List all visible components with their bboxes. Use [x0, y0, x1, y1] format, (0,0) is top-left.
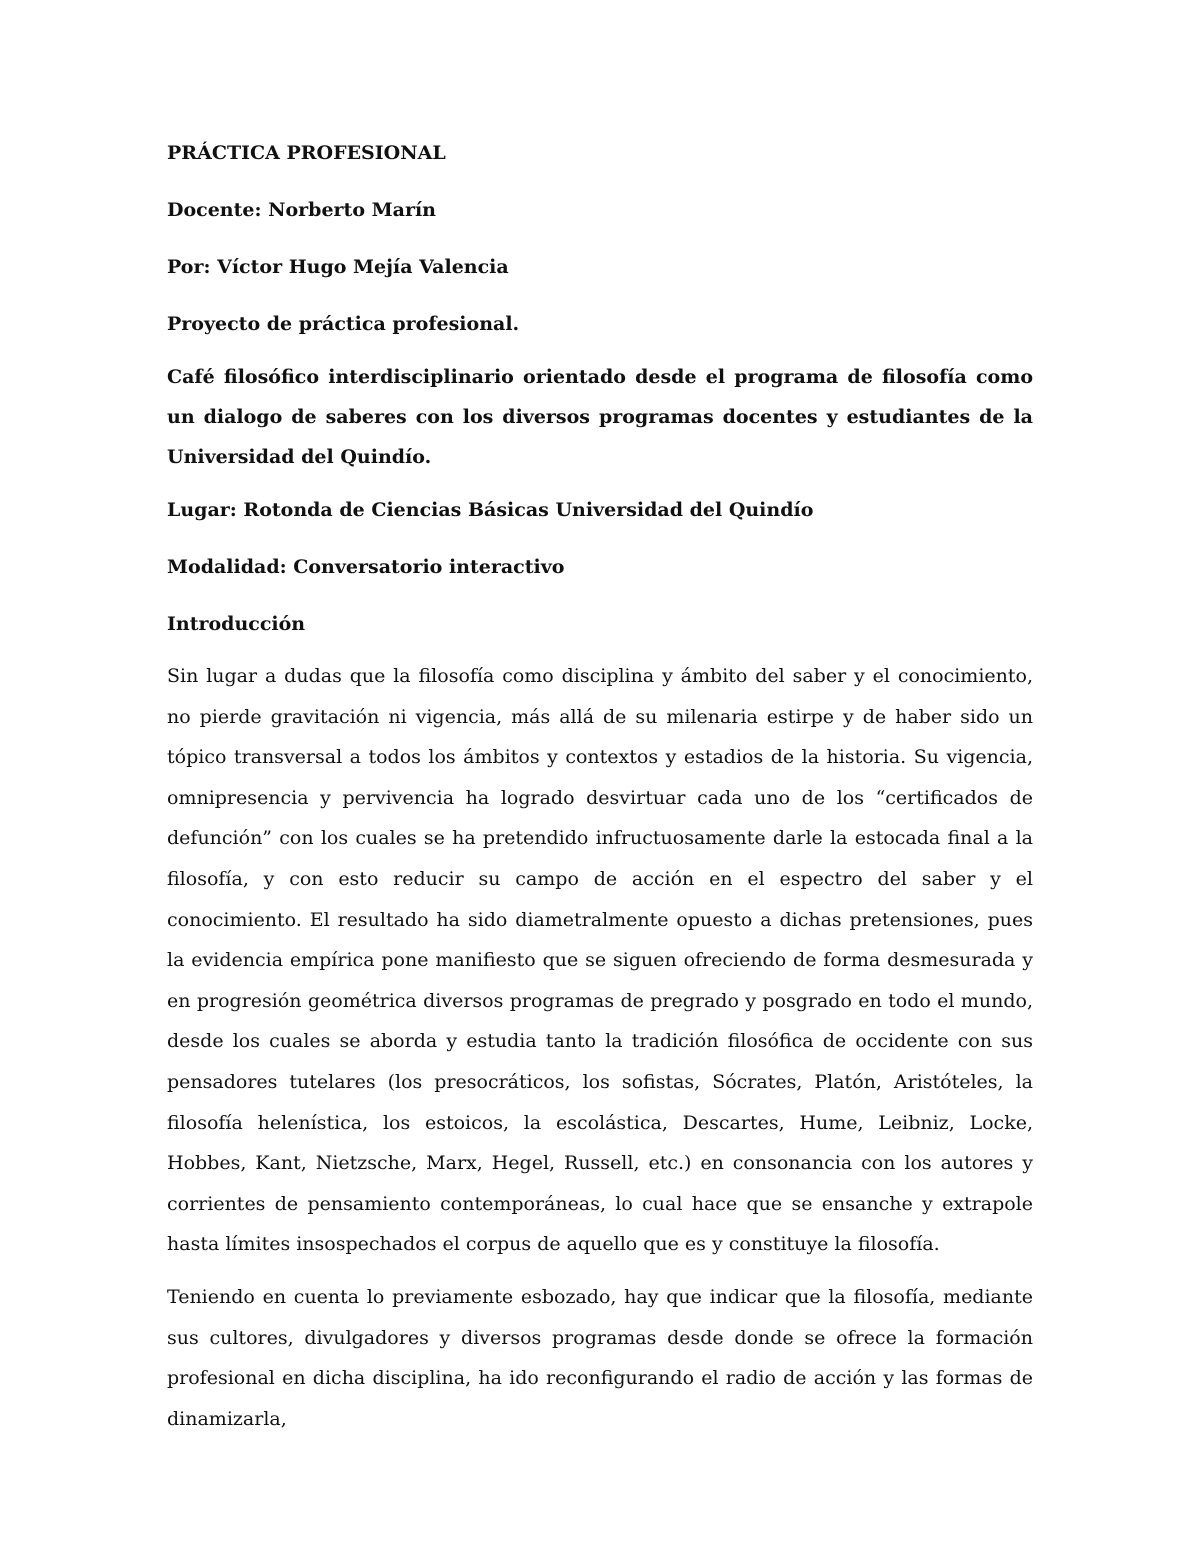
project-label: Proyecto de práctica profesional. [167, 313, 520, 335]
paragraph-2: Teniendo en cuenta lo previamente esbozado, hay que indicar que la filosofía, mediante sus cultores, divulgadores y diversos programas desde donde se ofrece la formación profesional en dicha disciplina, ha ido reconfigurando el radio de acción y las formas de dinamizarla, [167, 1285, 1033, 1430]
author-line: Por: Víctor Hugo Mejía Valencia [167, 256, 509, 278]
teacher-line: Docente: Norberto Marín [167, 199, 436, 221]
paragraph-1: Sin lugar a dudas que la filosofía como disciplina y ámbito del saber y el conocimiento, no pierde gravitación ni vigencia, más allá de su milenaria estirpe y de haber sido un tópico transversal a todos los ámbitos y contextos y estadios de la historia. Su vigencia, omnipresencia y pervivencia ha logrado desvirtuar cada uno de los “certificados de defunción” con los cuales se ha pretendido infructuosamente darle la estocada final a la filosofía, y con esto reducir su campo de acción en el espectro del saber y el conocimiento. El resultado ha sido diametralmente opuesto a dichas pretensiones, pues la evidencia empírica pone manifiesto que se siguen ofreciendo de forma desmesurada y en progresión geométrica diversos programas de pregrado y posgrado en todo el mundo, desde los cuales se aborda y estudia tanto la tradición filosófica de occidente con sus pensadores tutelares (los presocráticos, los sofistas, Sócrates, Platón, Aristóteles, la filosofía helenística, los estoicos, la escolástica, Descartes, Hume, Leibniz, Locke, Hobbes, Kant, Nietzsche, Marx, Hegel, Russell, etc.) en consonancia con los autores y corrientes de pensamiento contemporáneas, lo cual hace que se ensanche y extrapole hasta límites insospechados el corpus de aquello que es y constituye la filosofía. [167, 665, 1033, 1256]
modality-line: Modalidad: Conversatorio interactivo [167, 556, 565, 578]
project-title: Café filosófico interdisciplinario orientado desde el programa de filosofía como un dialogo de saberes con los diversos programas docentes y estudiantes de la Universidad del Quindío. [167, 366, 1033, 468]
place-line: Lugar: Rotonda de Ciencias Básicas Universidad del Quindío [167, 499, 814, 521]
document-title: PRÁCTICA PROFESIONAL [167, 142, 446, 164]
paragraph-2-container [167, 1277, 1033, 1430]
document-page [167, 138, 1033, 1430]
intro-heading: Introducción [167, 613, 306, 635]
